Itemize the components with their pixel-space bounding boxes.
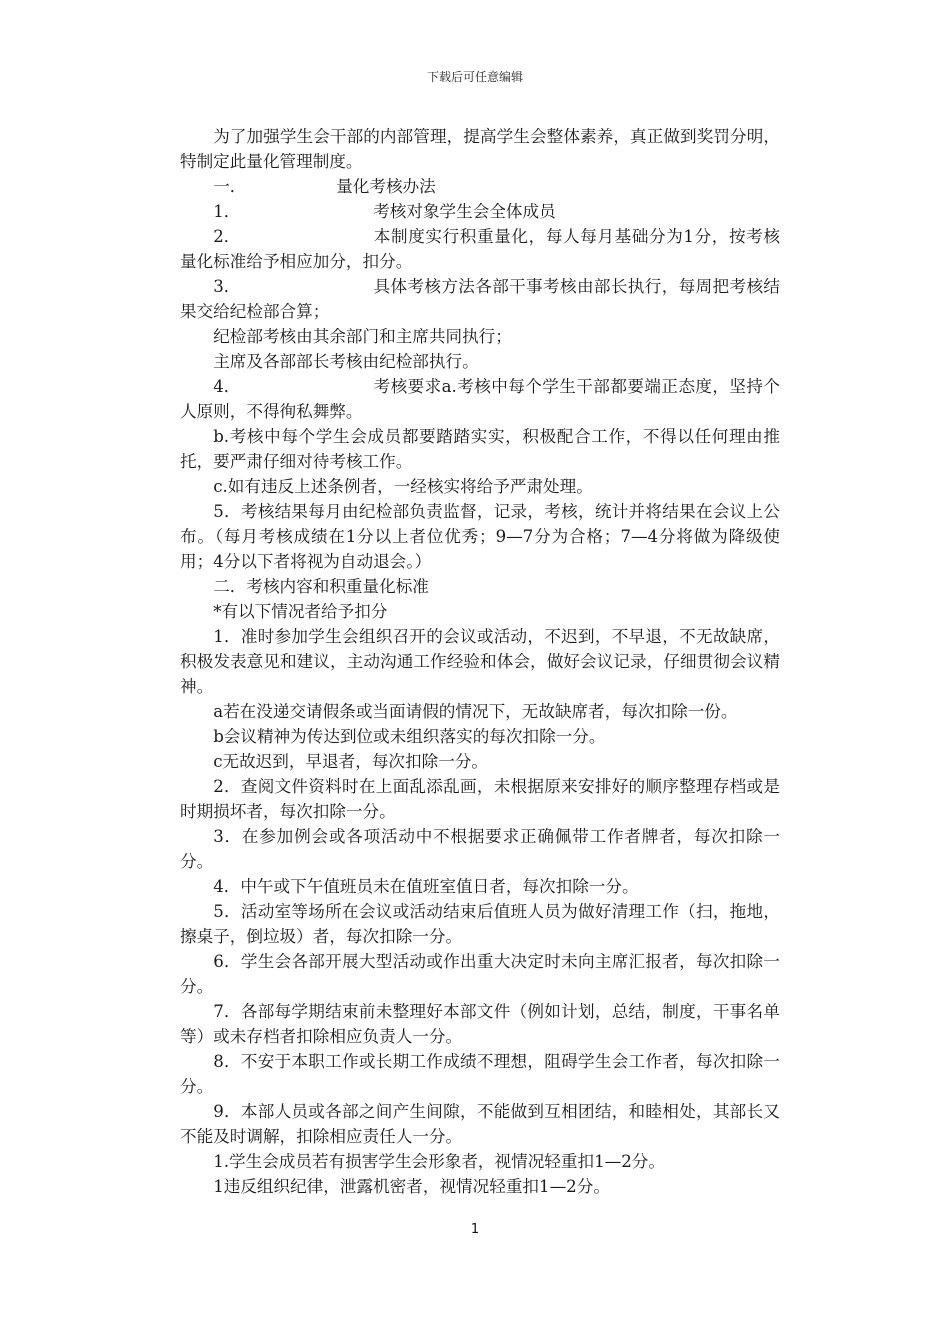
paragraph: b.考核中每个学生会成员都要踏踏实实，积极配合工作，不得以任何理由推托，要严肃仔细对待考核工作。 — [180, 427, 780, 471]
item-number: 3． — [213, 277, 241, 296]
paragraph: c无故迟到，早退者，每次扣除一分。 — [213, 752, 488, 771]
section-heading-1 — [180, 174, 780, 199]
heading-number: 一． — [213, 177, 247, 196]
paragraph: 6．学生会各部开展大型活动或作出重大决定时未向主席汇报者，每次扣除一分。 — [180, 952, 780, 996]
paragraph: c.如有违反上述条例者，一经核实将给予严肃处理。 — [213, 477, 593, 496]
item-text: 考核要求a.考核中每个学生干部都要端正态度，坚持个人原则，不得徇私舞弊。 — [180, 377, 780, 421]
document-body — [180, 124, 780, 1199]
page-header: 下载后可任意编辑 — [426, 70, 523, 84]
paragraph: 3．在参加例会或各项活动中不根据要求正确佩带工作者牌者，每次扣除一分。 — [180, 827, 780, 871]
paragraph: 主席及各部部长考核由纪检部执行。 — [213, 352, 479, 371]
item-text: 具体考核方法各部干事考核由部长执行，每周把考核结果交给纪检部合算； — [180, 277, 780, 321]
paragraph: 1．准时参加学生会组织召开的会议或活动，不迟到，不早退，不无故缺席，积极发表意见和建议，主动沟通工作经验和体会，做好会议记录，仔细贯彻会议精神。 — [180, 627, 780, 696]
item-number: 2． — [213, 227, 241, 246]
paragraph: 1.学生会成员若有损害学生会形象者，视情况轻重扣1—2分。 — [213, 1152, 665, 1171]
heading-text: 量化考核办法 — [336, 177, 436, 196]
item-text: 考核对象学生会全体成员 — [373, 202, 556, 221]
item-2 — [180, 224, 780, 274]
item-number: 4． — [213, 377, 241, 396]
item-number: 1． — [213, 202, 241, 221]
intro-paragraph: 为了加强学生会干部的内部管理，提高学生会整体素养，真正做到奖罚分明，特制定此量化管理制度。 — [180, 127, 780, 171]
item-text: 本制度实行积重量化，每人每月基础分为1分，按考核量化标准给予相应加分，扣分。 — [180, 227, 780, 271]
page-number: 1 — [470, 1222, 480, 1237]
paragraph: *有以下情况者给予扣分 — [213, 602, 388, 621]
paragraph: b会议精神为传达到位或未组织落实的每次扣除一分。 — [213, 727, 606, 746]
paragraph: 9．本部人员或各部之间产生间隙，不能做到互相团结，和睦相处，其部长又不能及时调解，扣除相应责任人一分。 — [180, 1102, 780, 1146]
paragraph: 7．各部每学期结束前未整理好本部文件（例如计划，总结，制度，干事名单等）或未存档者扣除相应负责人一分。 — [180, 1002, 780, 1046]
paragraph: 2．查阅文件资料时在上面乱添乱画，未根据原来安排好的顺序整理存档或是时期损坏者，每次扣除一分。 — [180, 777, 780, 821]
paragraph: 5．考核结果每月由纪检部负责监督，记录，考核，统计并将结果在会议上公布。（每月考核成绩在1分以上者位优秀；9—7分为合格；7—4分将做为降级使用；4分以下者将视为自动退会。） — [180, 502, 780, 571]
paragraph: 4．中午或下午值班员未在值班室值日者，每次扣除一分。 — [213, 877, 639, 896]
section-heading-2: 二．考核内容和积重量化标准 — [213, 577, 429, 596]
item-4 — [180, 374, 780, 424]
paragraph: 8．不安于本职工作或长期工作成绩不理想，阻碍学生会工作者，每次扣除一分。 — [180, 1052, 780, 1096]
item-3 — [180, 274, 780, 324]
paragraph: 5．活动室等场所在会议或活动结束后值班人员为做好清理工作（扫，拖地，擦桌子，倒垃圾）者，每次扣除一分。 — [180, 902, 780, 946]
item-1 — [180, 199, 780, 224]
paragraph: a若在没递交请假条或当面请假的情况下，无故缺席者，每次扣除一份。 — [213, 702, 738, 721]
paragraph: 纪检部考核由其余部门和主席共同执行； — [213, 327, 512, 346]
paragraph: 1违反组织纪律，泄露机密者，视情况轻重扣1—2分。 — [213, 1177, 610, 1196]
